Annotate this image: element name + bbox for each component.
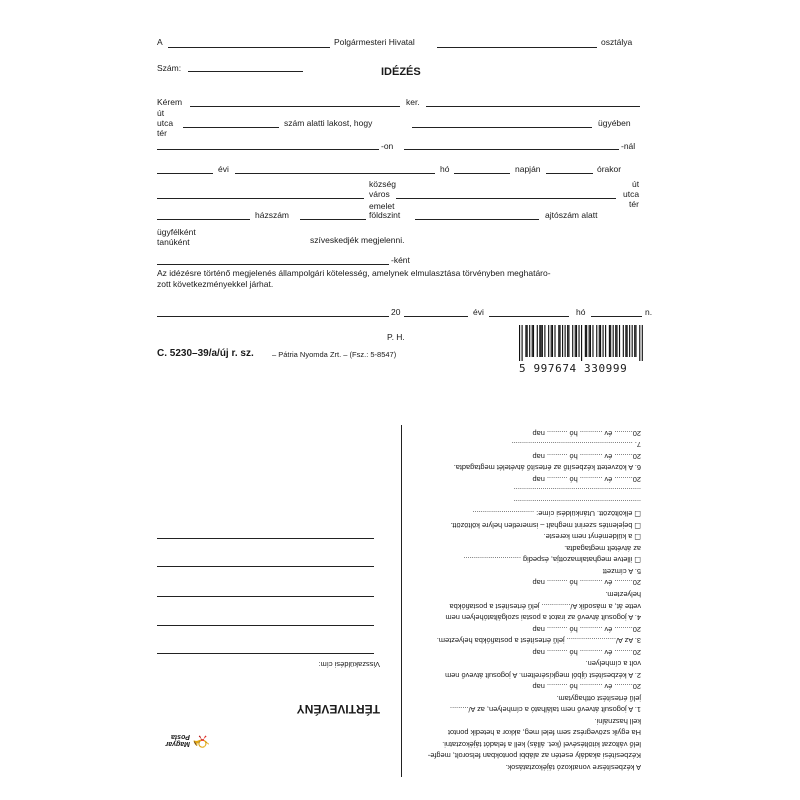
barcode-bar [529,325,530,357]
blank-settlement[interactable] [157,198,364,199]
barcode-bar [539,325,540,357]
instruction-line: ☐ elköltözött. Utánküldési címe: .............................. [472,509,641,519]
barcode-bar [562,325,563,357]
label-kozseg: község [369,179,396,189]
label-osztalya: osztálya [601,37,633,47]
instruction-line: 5. A címzett [602,566,641,576]
post-logo-text: Magyar Posta [165,733,190,747]
barcode-bar [525,325,526,357]
label-utca-2: utca [623,189,640,199]
post-horn-icon: 📯 [192,734,210,750]
instruction-line: 1. A jogosult átvevő nem található a címhelyen, az A/......... [449,705,641,715]
label-kent: -ként [391,255,410,265]
instruction-line: lelő változat kitöltésével (ket. állás) kell a feladót tájékoztatni. [442,739,641,749]
label-emelet: emelet [369,201,395,211]
barcode-bars [519,325,643,361]
blank-hour[interactable] [546,173,593,174]
blank-szam[interactable] [188,71,303,72]
barcode-bar [551,325,552,357]
barcode-bar [576,325,577,357]
form-code: C. 5230–39/a/új r. sz. [157,348,254,359]
instruction-line: volt a címhelyen. [585,659,641,669]
label-lakos: szám alatti lakost, hogy [284,118,373,128]
barcode-bar [632,325,633,357]
blank-capacity[interactable] [157,264,389,265]
notice-line-1: Az idézésre történő megjelenés állampolgári kötelesség, amelynek elmulasztása törvényben meghatáro- [157,268,551,278]
instruction-line: 20......... év ........... hó .......... nap [532,428,641,438]
blank-sign-place[interactable] [157,316,389,317]
blank-matter[interactable] [412,127,592,128]
slip-title-box [290,700,380,716]
instruction-line: ☐ illetve meghatalmazottja, éspedig ............................ [463,555,641,565]
barcode-bar [629,325,630,357]
instruction-line: az átvételt megtagadta. [564,543,641,553]
address-line-1[interactable] [157,538,374,539]
barcode-bar [572,325,573,357]
barcode-bar [603,325,604,357]
barcode-bar [627,325,628,357]
barcode-bar [554,325,555,357]
barcode-bar [596,325,597,357]
barcode-bar [527,325,528,357]
barcode-bar [565,325,566,357]
barcode-bar [615,325,616,357]
blank-department[interactable] [437,47,597,48]
blank-door[interactable] [415,219,539,220]
instruction-line: 20......... év ........... hó .......... nap [532,647,641,657]
label-date-evi: évi [473,307,484,317]
label-hivatal: Polgármesteri Hivatal [334,37,415,47]
label-ugyeben: ügyében [598,118,631,128]
instruction-line: 20......... év ........... hó .......... nap [532,624,641,634]
label-szam: Szám: [157,63,182,73]
blank-house-number[interactable] [157,219,250,220]
barcode-bar [625,325,626,357]
label-ter: tér [157,128,167,138]
instruction-line: helyeztem. [605,590,641,599]
barcode-bar [558,325,559,357]
instruction-line: .............................................................. [513,486,641,496]
return-address-box [300,657,380,669]
instruction-line: ☐ bejelentés szerint meghalt – ismeretlen helyre költözött. [450,520,641,530]
instruction-line: 20......... év ........... hó .......... nap [532,682,641,692]
label-orakor: órakor [597,164,622,174]
barcode-bar [605,325,606,357]
barcode-bar [541,325,542,357]
barcode-bar [537,325,538,357]
instruction-line: 3. Az A/........................ jelű értesítést a postafiókba helyeztem. [436,636,641,646]
barcode-bar [519,325,520,361]
blank-month[interactable] [235,173,435,174]
post-logo [150,732,210,752]
barcode-bar [635,325,636,357]
blank-street-2[interactable] [396,198,616,199]
address-line-5[interactable] [157,653,374,654]
instruction-line: ☐ a küldeményt nem kereste. [543,532,641,542]
page-title: IDÉZÉS [381,66,421,78]
barcode-bar [642,325,643,361]
barcode-bar [581,325,582,361]
barcode-bar [544,325,545,357]
barcode-bar [542,325,543,357]
barcode-bar [600,325,601,357]
barcode-bar [585,325,586,357]
label-szives: szíveskedjék megjelenni. [310,235,405,245]
label-tanukent: tanúként [157,237,190,247]
label-date-n: n. [645,307,653,317]
blank-sign-day[interactable] [591,316,642,317]
label-ho: hó [440,164,450,174]
blank-city[interactable] [168,47,330,48]
slip-title: TÉRTIVEVÉNY [296,702,380,716]
instruction-line: 20......... év ........... hó .......... nap [532,451,641,461]
barcode-bar [532,325,533,357]
label-ker: ker. [406,97,420,107]
label-ugyfelkent: ügyfélként [157,227,196,237]
instruction-line: 7. ........................................................... [511,440,641,450]
barcode-bar [548,325,549,357]
blank-year[interactable] [157,173,213,174]
blank-place-nal[interactable] [404,149,619,150]
barcode-bar [613,325,614,357]
blank-floor[interactable] [300,219,366,220]
label-ter-2: tér [629,199,639,209]
barcode-bar [568,325,569,357]
barcode-bar [552,325,553,357]
blank-district[interactable] [426,106,640,107]
instruction-line: 4. A jogosult átvevő az iratot a postai szolgáltatóhelyen nem [445,613,641,623]
notice-line-2: zott következményekkel járhat. [157,279,274,289]
barcode-bar [589,325,590,357]
barcode [519,325,643,373]
delivery-instructions [405,426,641,772]
label-a: A [157,37,163,47]
address-line-2[interactable] [157,566,374,567]
barcode-bar [533,325,534,357]
instruction-line: 6. A közvetett kézbesítő az értesítő átvételét megtagadta. [453,463,641,473]
barcode-bar [559,325,560,357]
instruction-line: 20......... év ........... hó .......... nap [532,578,641,588]
barcode-digits: 5 997674 330999 [519,362,628,375]
label-ajto: ajtószám alatt [545,210,598,220]
blank-day[interactable] [454,173,510,174]
slip-divider [401,425,402,777]
label-napjan: napján [515,164,541,174]
address-line-4[interactable] [157,625,374,626]
label-date-ho: hó [576,307,586,317]
instruction-line: .............................................................. [513,497,641,507]
barcode-bar [578,325,579,357]
barcode-bar [619,325,620,357]
barcode-bar [609,325,610,357]
label-ut: út [157,108,165,118]
barcode-bar [623,325,624,357]
instruction-line: Ha egyik szövegrész sem felel meg, akkor a hetedik pontot [447,728,641,738]
label-evi: évi [218,164,229,174]
label-foldszint: földszint [369,210,401,220]
label-date-20: 20 [391,307,401,317]
label-ut-2: út [632,179,640,189]
label-hazszam: házszám [255,210,290,220]
barcode-bar [586,325,587,357]
instruction-line: 2. A kézbesítést újból megkíséreltem. A jogosult átvevő nem [445,670,641,680]
instruction-line: kell használni. [594,716,641,726]
address-line-3[interactable] [157,596,374,597]
label-kerem: Kérem [157,97,183,107]
label-utca: utca [157,118,174,128]
barcode-bar [610,325,611,357]
blank-place-on[interactable] [157,149,379,150]
barcode-bar [567,325,568,357]
label-nal: -nál [621,141,636,151]
barcode-bar [592,325,593,357]
label-varos: város [369,189,390,199]
barcode-bar [590,325,591,357]
barcode-bar [634,325,635,357]
publisher-text: – Pátria Nyomda Zrt. – (Fsz.: 5-8547) [272,350,397,359]
instruction-line: jelű értesítést otthagytam. [556,693,641,703]
blank-sign-year[interactable] [404,316,468,317]
return-address-label: Visszaküldési cím: [318,660,380,669]
instruction-line: A kézbesítésre vonatkozó tájékoztatások. [505,763,641,772]
barcode-bar [639,325,640,361]
instruction-line: vette át, a második A/.............. jelű értesítést a postafiókba [449,601,641,611]
barcode-bar [575,325,576,357]
barcode-bar [599,325,600,357]
label-on: -on [381,141,394,151]
instruction-line: 20......... év ........... hó .......... nap [532,474,641,484]
instruction-line: Kézbesítési akadály esetén az alábbi pontokban felsorolt, megfe- [427,751,641,761]
blank-street[interactable] [183,127,279,128]
blank-sign-month[interactable] [489,316,569,317]
blank-name[interactable] [190,106,400,107]
stamp-label: P. H. [387,332,405,342]
barcode-bar [616,325,617,357]
barcode-bar [522,325,523,361]
